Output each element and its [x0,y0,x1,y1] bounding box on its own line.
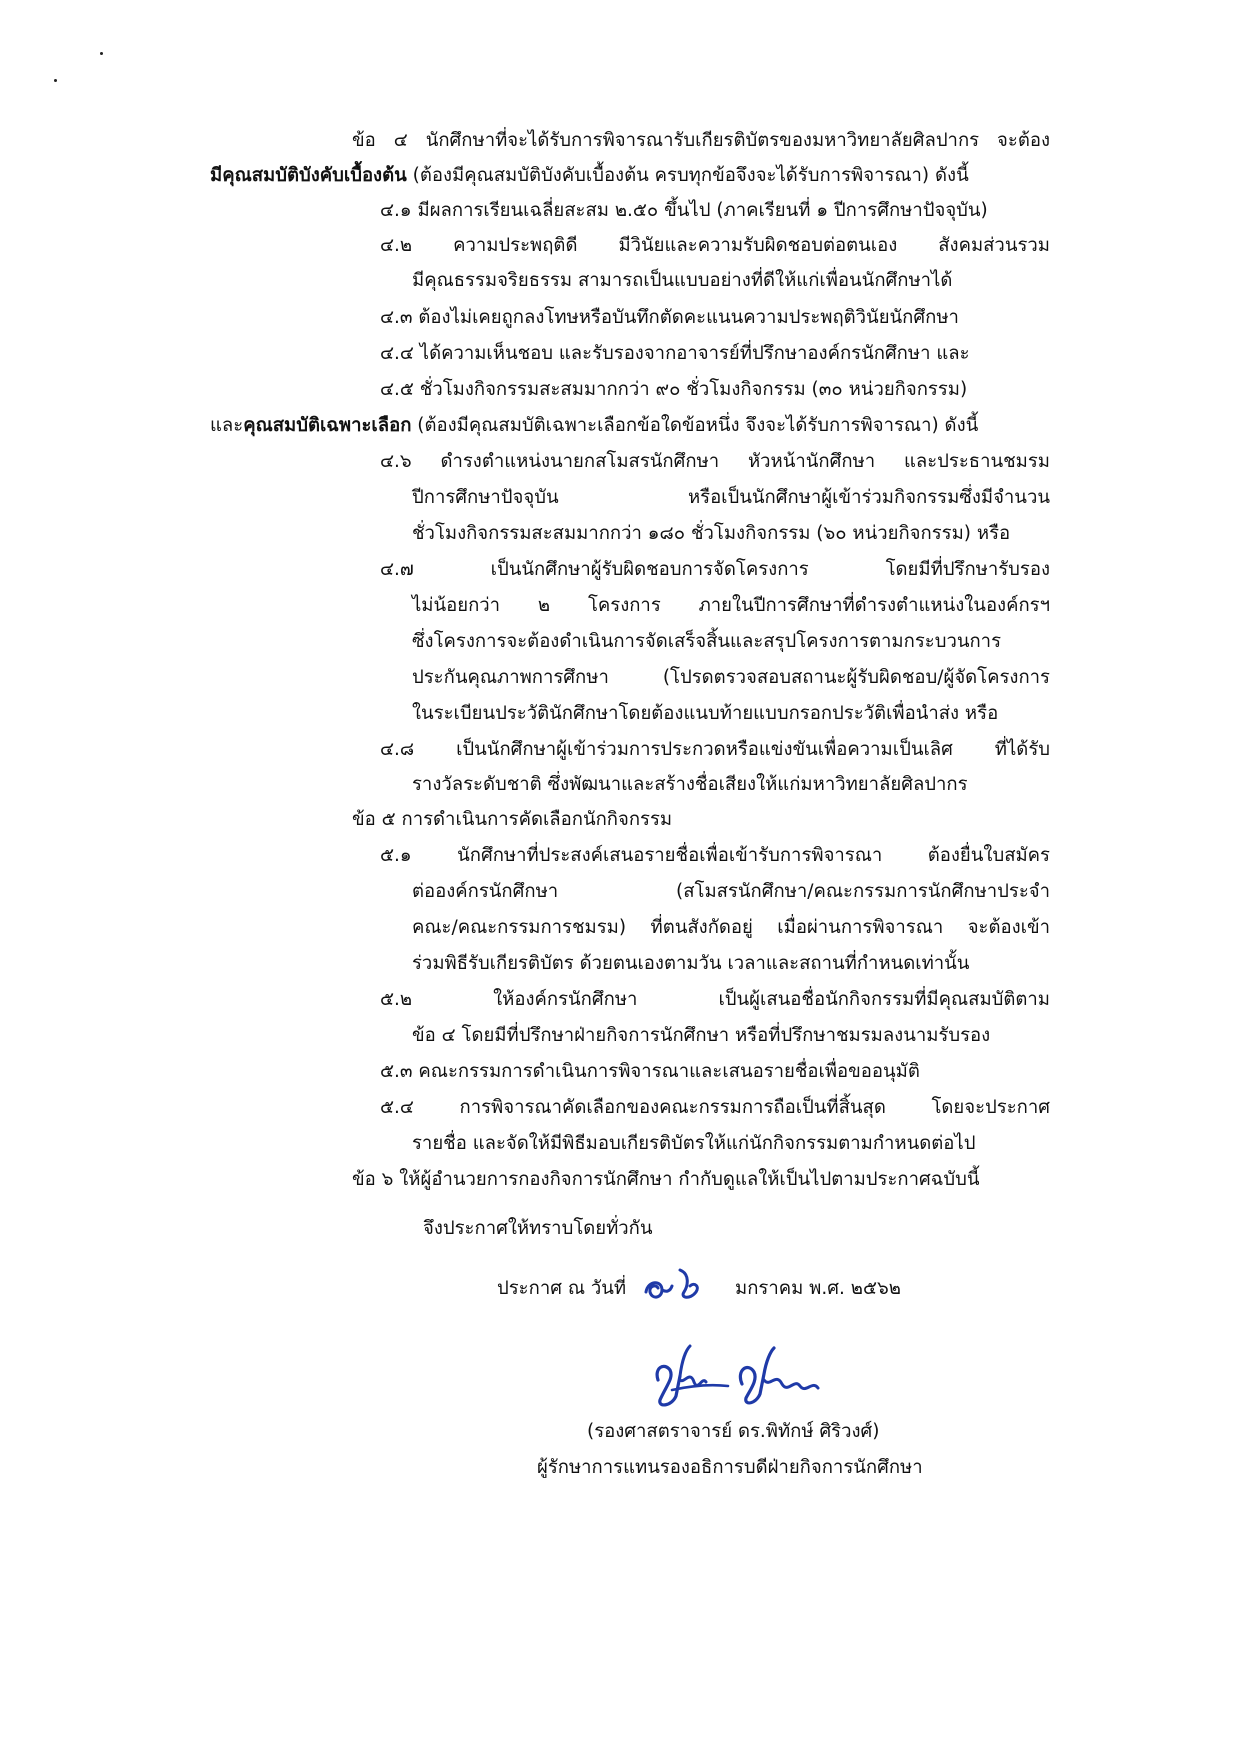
item-5-1-line1: ๕.๑ นักศึกษาที่ประสงค์เสนอรายชื่อเพื่อเข้ารับการพิจารณา ต้องยื่นใบสมัคร [380,845,1050,866]
date-month-year: มกราคม พ.ศ. ๒๕๖๒ [735,1278,901,1299]
article6: ข้อ ๖ ให้ผู้อำนวยการกองกิจการนักศึกษา กำกับดูแลให้เป็นไปตามประกาศฉบับนี้ [352,1169,980,1190]
item-5-1-line2: ต่อองค์กรนักศึกษา (สโมสรนักศึกษา/คณะกรรมการนักศึกษาประจำ [412,881,1050,902]
item-4-7-line2: ไม่น้อยกว่า ๒ โครงการ ภายในปีการศึกษาที่ดำรงตำแหน่งในองค์กรฯ [412,595,1050,616]
article5-heading: ข้อ ๕ การดำเนินการคัดเลือกนักกิจกรรม [352,809,673,830]
item-4-6-line1: ๔.๖ ดำรงตำแหน่งนายกสโมสรนักศึกษา หัวหน้านักศึกษา และประธานชมรม [380,451,1050,472]
optional-qualification-note: (ต้องมีคุณสมบัติเฉพาะเลือกข้อใดข้อหนึ่ง จึงจะได้รับการพิจารณา) ดังนี้ [411,415,979,436]
scan-speck [54,79,57,82]
signer-position: ผู้รักษาการแทนรองอธิการบดีฝ่ายกิจการนักศึกษา [537,1457,923,1478]
item-4-8-line2: รางวัลระดับชาติ ซึ่งพัฒนาและสร้างชื่อเสียงให้แก่มหาวิทยาลัยศิลปากร [412,774,968,795]
optional-qualification-heading: คุณสมบัติเฉพาะเลือก [243,415,412,436]
item-4-7-line4: ประกันคุณภาพการศึกษา (โปรดตรวจสอบสถานะผู้รับผิดชอบ/ผู้จัดโครงการ [412,667,1050,688]
item-4-1: ๔.๑ มีผลการเรียนเฉลี่ยสะสม ๒.๕๐ ขึ้นไป (ภาคเรียนที่ ๑ ปีการศึกษาปัจจุบัน) [380,200,988,221]
optional-prefix: และ [210,415,244,436]
item-5-4-line1: ๕.๔ การพิจารณาคัดเลือกของคณะกรรมการถือเป็นที่สิ้นสุด โดยจะประกาศ [380,1097,1050,1118]
item-5-2-line2: ข้อ ๔ โดยมีที่ปรึกษาฝ่ายกิจการนักศึกษา หรือที่ปรึกษาชมรมลงนามรับรอง [412,1025,991,1046]
item-4-3: ๔.๓ ต้องไม่เคยถูกลงโทษหรือบันทึกตัดคะแนนความประพฤติวินัยนักศึกษา [380,307,959,328]
article4-intro: ข้อ ๔ นักศึกษาที่จะได้รับการพิจารณารับเกียรติบัตรของมหาวิทยาลัยศิลปากร จะต้อง [352,130,1050,151]
item-4-7-line3: ซึ่งโครงการจะต้องดำเนินการจัดเสร็จสิ้นและสรุปโครงการตามกระบวนการ [412,631,1002,652]
basic-qualification-note: (ต้องมีคุณสมบัติบังคับเบื้องต้น ครบทุกข้อจึงจะได้รับการพิจารณา) ดังนี้ [406,165,969,186]
item-4-6-line2: ปีการศึกษาปัจจุบัน หรือเป็นนักศึกษาผู้เข้าร่วมกิจกรรมซึ่งมีจำนวน [412,487,1050,508]
handwritten-day-glyph [640,1262,720,1306]
item-4-5: ๔.๕ ชั่วโมงกิจกรรมสะสมมากกว่า ๙๐ ชั่วโมงกิจกรรม (๓๐ หน่วยกิจกรรม) [380,379,968,400]
item-5-4-line2: รายชื่อ และจัดให้มีพิธีมอบเกียรติบัตรให้แก่นักกิจกรรมตามกำหนดต่อไป [412,1133,976,1154]
item-4-2-line2: มีคุณธรรมจริยธรรม สามารถเป็นแบบอย่างที่ดีให้แก่เพื่อนนักศึกษาได้ [412,270,953,291]
basic-qualification-heading: มีคุณสมบัติบังคับเบื้องต้น [210,165,407,186]
item-4-4: ๔.๔ ได้ความเห็นชอบ และรับรองจากอาจารย์ที่ปรึกษาองค์กรนักศึกษา และ [380,343,970,364]
item-4-6-line3: ชั่วโมงกิจกรรมสะสมมากกว่า ๑๘๐ ชั่วโมงกิจกรรม (๖๐ หน่วยกิจกรรม) หรือ [412,523,1011,544]
item-5-2-line1: ๕.๒ ให้องค์กรนักศึกษา เป็นผู้เสนอชื่อนักกิจกรรมที่มีคุณสมบัติตาม [380,989,1050,1010]
signature-glyph [650,1340,830,1415]
item-5-3: ๕.๓ คณะกรรมการดำเนินการพิจารณาและเสนอรายชื่อเพื่อขออนุมัติ [380,1061,920,1082]
article4-optional-line [210,412,978,440]
date-prefix: ประกาศ ณ วันที่ [497,1278,627,1299]
item-5-1-line4: ร่วมพิธีรับเกียรติบัตร ด้วยตนเองตามวัน เวลาและสถานที่กำหนดเท่านั้น [412,953,970,974]
signer-name: (รองศาสตราจารย์ ดร.พิทักษ์ ศิริวงศ์) [587,1421,880,1442]
closing-statement: จึงประกาศให้ทราบโดยทั่วกัน [423,1218,653,1239]
item-5-1-line3: คณะ/คณะกรรมการชมรม) ที่ตนสังกัดอยู่ เมื่อผ่านการพิจารณา จะต้องเข้า [412,917,1050,938]
item-4-8-line1: ๔.๘ เป็นนักศึกษาผู้เข้าร่วมการประกวดหรือแข่งขันเพื่อความเป็นเลิศ ที่ได้รับ [380,739,1050,760]
signature [650,1340,830,1415]
article4-basic-line [210,162,969,190]
handwritten-day [640,1262,720,1306]
item-4-7-line5: ในระเบียนประวัตินักศึกษาโดยต้องแนบท้ายแบบกรอกประวัติเพื่อนำส่ง หรือ [412,703,999,724]
scan-speck [100,52,103,55]
item-4-2-line1: ๔.๒ ความประพฤติดี มีวินัยและความรับผิดชอบต่อตนเอง สังคมส่วนรวม [380,235,1050,256]
item-4-7-line1: ๔.๗ เป็นนักศึกษาผู้รับผิดชอบการจัดโครงการ โดยมีที่ปรึกษารับรอง [380,559,1050,580]
